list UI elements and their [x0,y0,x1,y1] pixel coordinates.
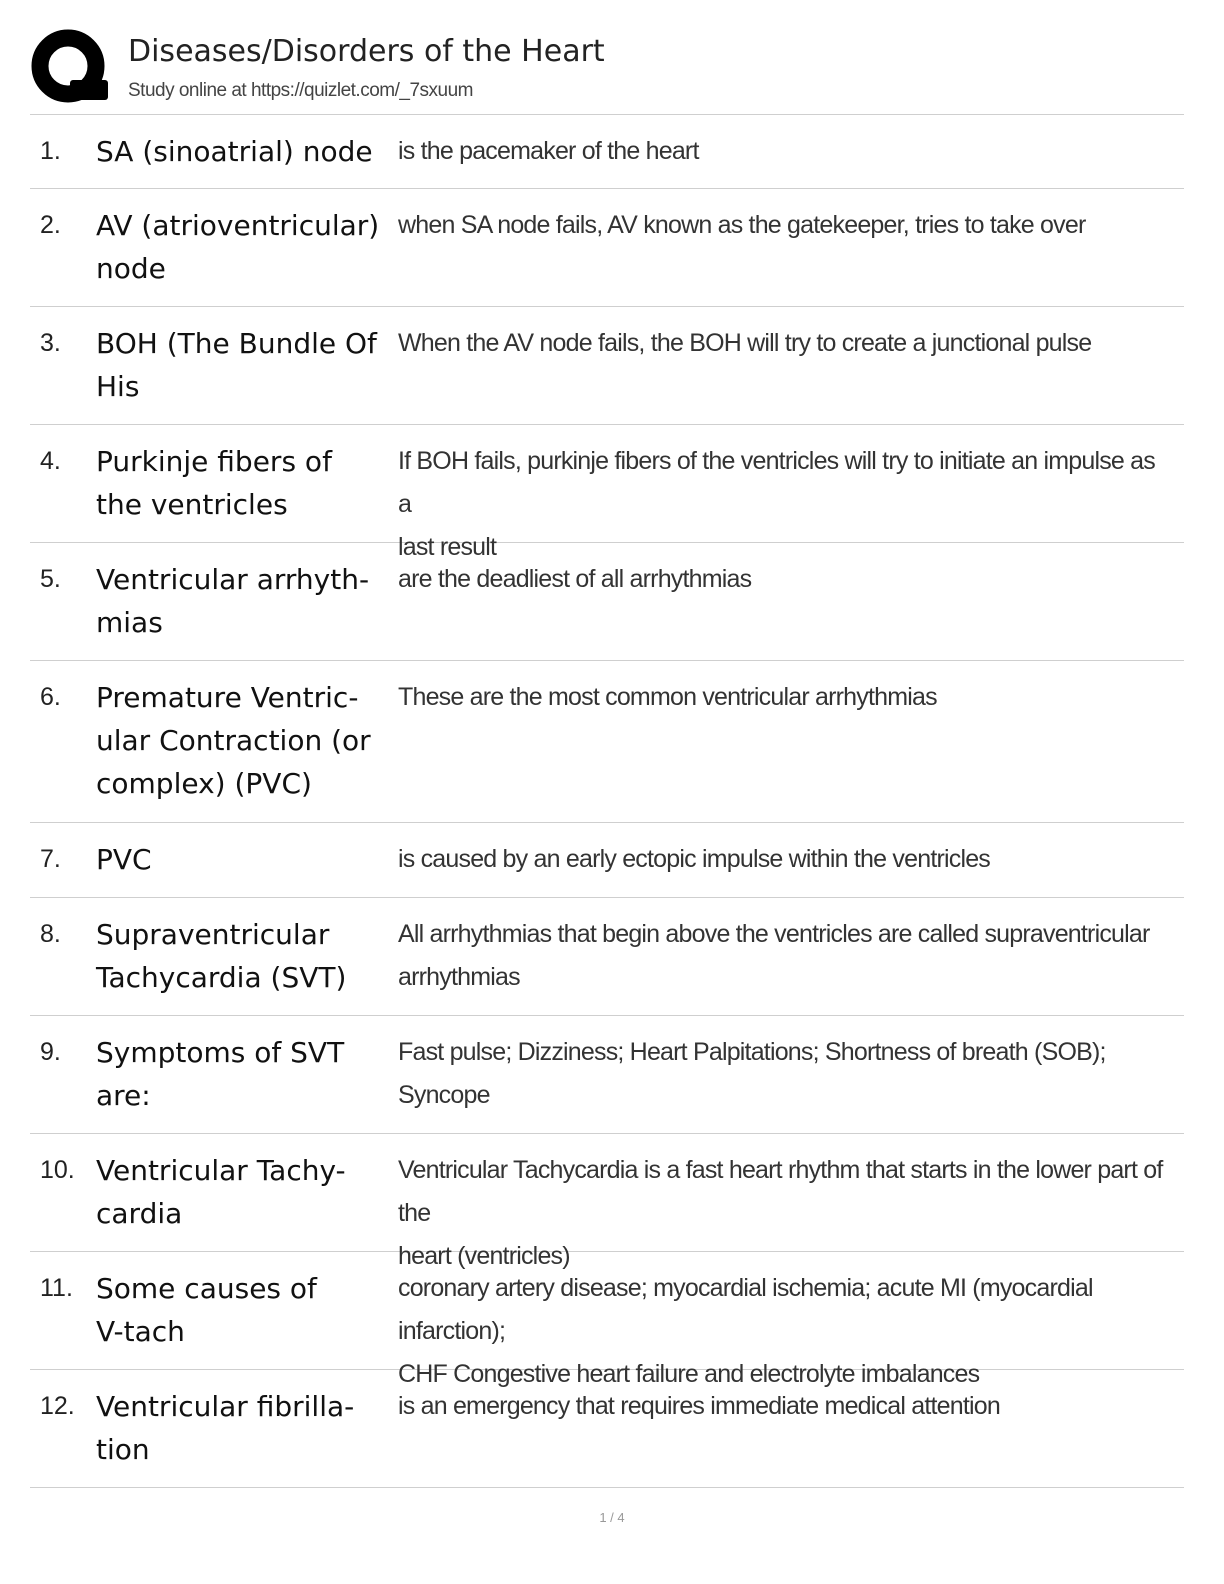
card-definition: If BOH fails, purkinje fibers of the ventricles will try to initiate an impulse as a last result [398,447,1155,561]
flashcard-row [30,543,1184,661]
card-term: Supraventricular Tachycardia (SVT) [96,918,347,994]
card-definition: Fast pulse; Dizziness; Heart Palpitations; Shortness of breath (SOB); Syncope [398,1038,1106,1109]
flashcard-row [30,898,1184,1016]
card-term: AV (atrioventricular) node [96,209,380,285]
card-term: Symptoms of SVT are: [96,1036,345,1112]
card-number: 4. [40,447,61,475]
flashcard-row [30,1370,1184,1488]
flashcard-row [30,661,1184,823]
page-header [30,28,1184,115]
card-definition: All arrhythmias that begin above the ventricles are called supraventricular arrhythmias [398,920,1150,991]
card-number: 9. [40,1038,61,1066]
card-definition: When the AV node fails, the BOH will try to create a junctional pulse [398,329,1092,357]
card-term: SA (sinoatrial) node [96,135,373,168]
flashcard-row [30,1134,1184,1270]
card-number: 7. [40,845,61,873]
flashcard-row [30,1252,1184,1388]
card-number: 6. [40,683,61,711]
flashcard-row [30,823,1184,898]
flashcard-row [30,115,1184,189]
card-definition: are the deadliest of all arrhythmias [398,565,752,593]
card-term: Some causes of V-tach [96,1272,317,1348]
card-term: BOH (The Bundle Of His [96,327,377,403]
card-number: 10. [40,1156,75,1184]
card-number: 8. [40,920,61,948]
card-term: Premature Ventric- ular Contraction (or complex) (PVC) [96,681,371,800]
page-indicator: 1 / 4 [599,1510,625,1525]
card-number: 2. [40,211,61,239]
flashcard-row [30,425,1184,561]
card-number: 3. [40,329,61,357]
page-title: Diseases/Disorders of the Heart [128,34,605,69]
card-term: Purkinje fibers of the ventricles [96,445,332,521]
card-term: Ventricular Tachy- cardia [96,1154,346,1230]
card-definition: These are the most common ventricular arrhythmias [398,683,937,711]
card-term: Ventricular arrhyth- mias [96,563,370,639]
flashcard-row [30,189,1184,307]
card-number: 5. [40,565,61,593]
card-definition: when SA node fails, AV known as the gatekeeper, tries to take over [398,211,1086,239]
card-definition: is the pacemaker of the heart [398,137,699,165]
study-online-link[interactable]: Study online at https://quizlet.com/_7sxuum [128,80,473,101]
card-term: Ventricular fibrilla- tion [96,1390,355,1466]
quizlet-logo-icon [30,28,110,108]
card-definition: coronary artery disease; myocardial ischemia; acute MI (myocardial infarction); CHF Congestive heart failure and electrolyte imbalances [398,1274,1093,1388]
card-definition: Ventricular Tachycardia is a fast heart rhythm that starts in the lower part of the heart (ventricles) [398,1156,1163,1270]
card-number: 12. [40,1392,75,1420]
card-definition: is caused by an early ectopic impulse within the ventricles [398,845,990,873]
flashcard-list [30,115,1184,1488]
card-number: 1. [40,137,61,165]
flashcard-row [30,1016,1184,1134]
card-number: 11. [40,1274,73,1302]
card-definition: is an emergency that requires immediate medical attention [398,1392,1000,1420]
card-term: PVC [96,843,152,876]
flashcard-row [30,307,1184,425]
